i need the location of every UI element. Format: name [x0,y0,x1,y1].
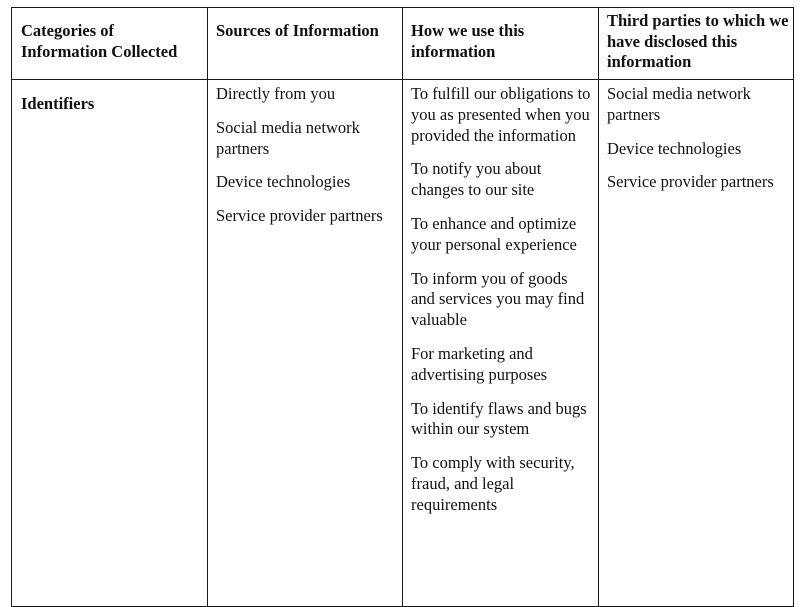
uses-list [411,84,591,529]
list-item: To notify you about changes to our site [411,159,542,200]
list-item: To comply with security, fraud, and legal requirements [411,453,575,514]
list-item: Directly from you [216,84,336,103]
header-categories: Categories of Information Collected [21,21,178,61]
third-parties-list [607,84,787,206]
column-divider [207,8,208,606]
list-item: Social media network partners [607,84,751,124]
list-item: To enhance and optimize your personal experience [411,213,577,254]
list-item: To fulfill our obligations to you as presented when you provided the information [411,84,591,145]
category-identifiers: Identifiers [21,94,95,113]
privacy-table [11,7,794,607]
header-divider [12,79,793,80]
header-uses: How we use this information [411,21,525,61]
column-divider [598,8,599,606]
header-third-parties: Third parties to which we have disclosed this information [607,11,789,71]
header-sources: Sources of Information [216,21,379,40]
list-item: To inform you of goods and services you may find valuable [411,268,585,330]
column-divider [402,8,403,606]
sources-list [216,84,396,240]
list-item: Service provider partners [216,206,383,226]
list-item: Device technologies [216,172,351,192]
list-item: Service provider partners [607,172,774,192]
list-item: Device technologies [607,138,742,158]
list-item: To identify flaws and bugs within our system [411,398,587,439]
list-item: For marketing and advertising purposes [411,343,548,384]
list-item: Social media network partners [216,117,360,158]
